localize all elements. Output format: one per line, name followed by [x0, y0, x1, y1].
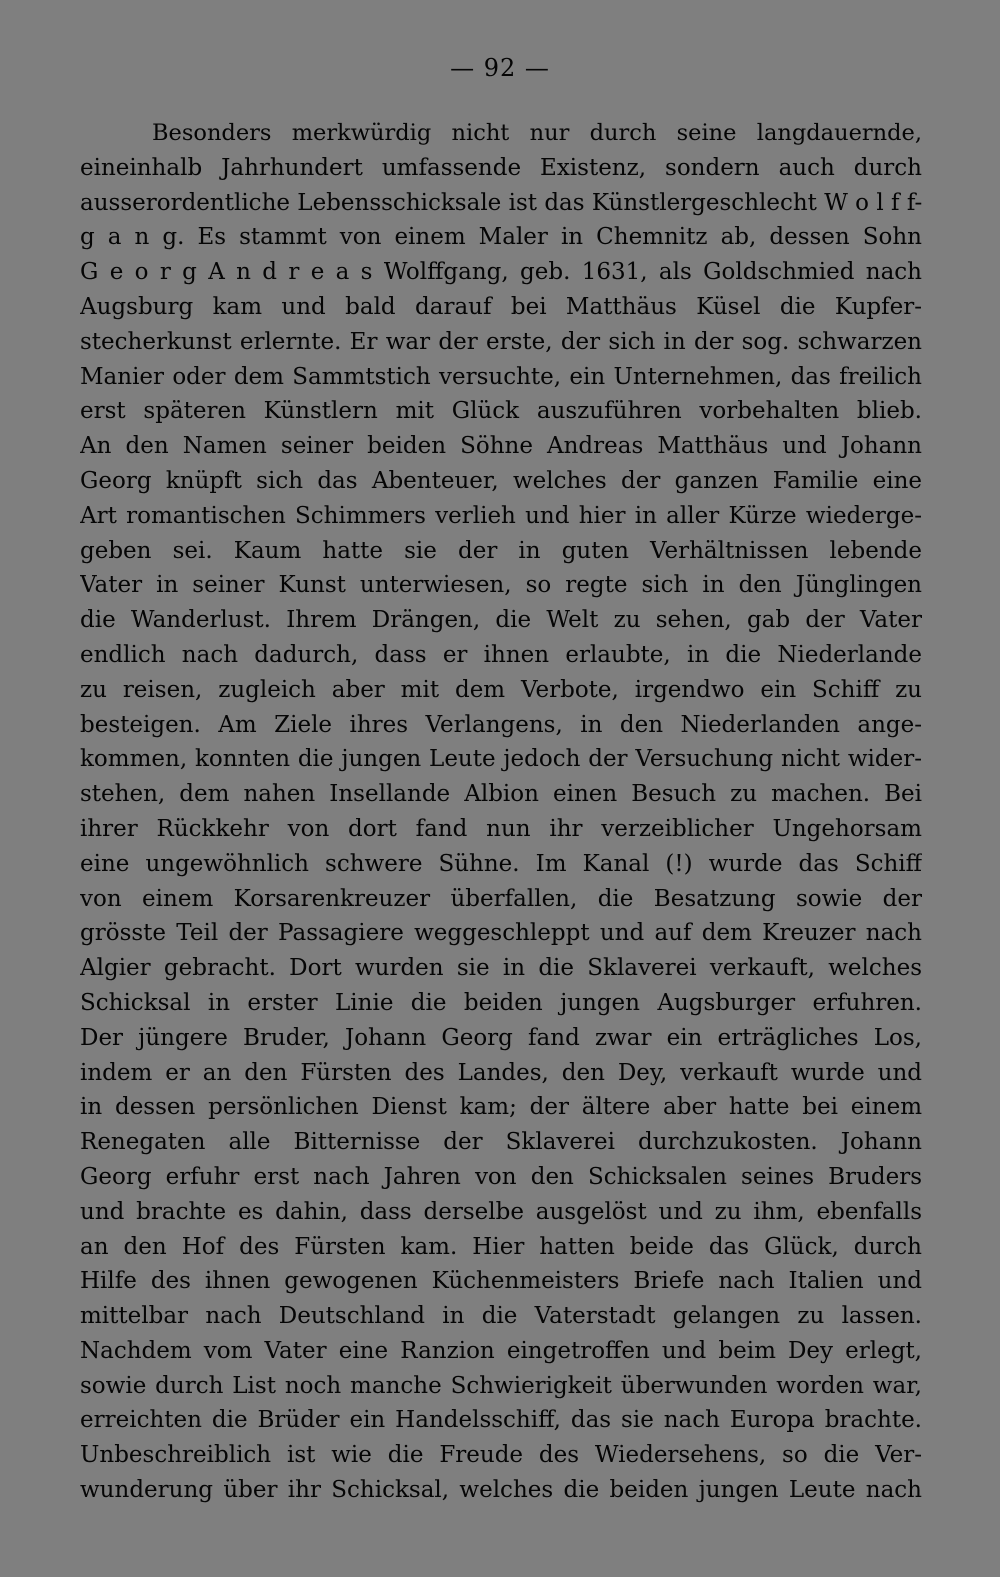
- text-line: eine ungewöhnlich schwere Sühne. Im Kanal (!) wurde das Schiff: [80, 850, 922, 877]
- text-line: besteigen. Am Ziele ihres Verlangens, in den Niederlanden ange-: [80, 711, 922, 738]
- page-number: — 92 —: [450, 54, 550, 82]
- text-line: Der jüngere Bruder, Johann Georg fand zwar ein erträgliches Los,: [80, 1024, 922, 1051]
- text-line: Georg erfuhr erst nach Jahren von den Schicksalen seines Bruders: [80, 1163, 922, 1190]
- text-line: An den Namen seiner beiden Söhne Andreas Matthäus und Johann: [80, 433, 922, 460]
- text-line: erst späteren Künstlern mit Glück auszuführen vorbehalten blieb.: [80, 398, 922, 425]
- text-line: mittelbar nach Deutschland in die Vaterstadt gelangen zu lassen.: [80, 1303, 922, 1330]
- text-line: Manier oder dem Sammtstich versuchte, ein Unternehmen, das freilich: [80, 363, 922, 390]
- text-line: wunderung über ihr Schicksal, welches die beiden jungen Leute nach: [80, 1477, 922, 1504]
- text-line: Renegaten alle Bitternisse der Sklaverei durchzukosten. Johann: [80, 1129, 922, 1156]
- text-line: Schicksal in erster Linie die beiden jungen Augsburger erfuhren.: [80, 989, 922, 1016]
- text-line: von einem Korsarenkreuzer überfallen, die Besatzung sowie der: [80, 885, 922, 912]
- text-line: stehen, dem nahen Insellande Albion einen Besuch zu machen. Bei: [80, 781, 922, 808]
- text-line: Art romantischen Schimmers verlieh und hier in aller Kürze wiederge-: [80, 502, 922, 529]
- text-line: ihrer Rückkehr von dort fand nun ihr verzeiblicher Ungehorsam: [80, 815, 922, 842]
- text-line: kommen, konnten die jungen Leute jedoch der Versuchung nicht wider-: [80, 746, 922, 773]
- text-line: g a n g. Es stammt von einem Maler in Chemnitz ab, dessen Sohn: [80, 224, 922, 251]
- text-line: zu reisen, zugleich aber mit dem Verbote, irgendwo ein Schiff zu: [80, 676, 922, 703]
- text-line: Algier gebracht. Dort wurden sie in die Sklaverei verkauft, welches: [80, 955, 922, 982]
- text-line: stecherkunst erlernte. Er war der erste, der sich in der sog. schwarzen: [80, 328, 922, 355]
- text-line: Vater in seiner Kunst unterwiesen, so regte sich in den Jünglingen: [80, 572, 922, 599]
- text-line: erreichten die Brüder ein Handelsschiff, das sie nach Europa brachte.: [80, 1407, 922, 1434]
- text-line: und brachte es dahin, dass derselbe ausgelöst und zu ihm, ebenfalls: [80, 1198, 922, 1225]
- text-line: sowie durch List noch manche Schwierigkeit überwunden worden war,: [80, 1372, 922, 1399]
- text-line: Augsburg kam und bald darauf bei Matthäus Küsel die Kupfer-: [80, 293, 922, 320]
- text-line: Nachdem vom Vater eine Ranzion eingetroffen und beim Dey erlegt,: [80, 1337, 922, 1364]
- text-line: grösste Teil der Passagiere weggeschleppt und auf dem Kreuzer nach: [80, 920, 922, 947]
- text-line: in dessen persönlichen Dienst kam; der ältere aber hatte bei einem: [80, 1094, 922, 1121]
- text-line: die Wanderlust. Ihrem Drängen, die Welt zu sehen, gab der Vater: [80, 607, 922, 634]
- text-line: indem er an den Fürsten des Landes, den Dey, verkauft wurde und: [80, 1059, 922, 1086]
- text-line: an den Hof des Fürsten kam. Hier hatten beide das Glück, durch: [80, 1233, 922, 1260]
- text-line: eineinhalb Jahrhundert umfassende Existenz, sondern auch durch: [80, 154, 922, 181]
- text-line: endlich nach dadurch, dass er ihnen erlaubte, in die Niederlande: [80, 641, 922, 668]
- text-line: Hilfe des ihnen gewogenen Küchenmeisters Briefe nach Italien und: [80, 1268, 922, 1295]
- text-line: ausserordentliche Lebensschicksale ist das Künstlergeschlecht W o l f f-: [80, 189, 922, 216]
- body-text: [80, 116, 922, 1508]
- text-line: geben sei. Kaum hatte sie der in guten Verhältnissen lebende: [80, 537, 922, 564]
- text-line: Georg knüpft sich das Abenteuer, welches der ganzen Familie eine: [80, 467, 922, 494]
- text-line: Besonders merkwürdig nicht nur durch seine langdauernde,: [152, 120, 922, 146]
- text-line: Unbeschreiblich ist wie die Freude des Wiedersehens, so die Ver-: [80, 1442, 922, 1469]
- text-line: G e o r g A n d r e a s Wolffgang, geb. 1631, als Goldschmied nach: [80, 259, 922, 286]
